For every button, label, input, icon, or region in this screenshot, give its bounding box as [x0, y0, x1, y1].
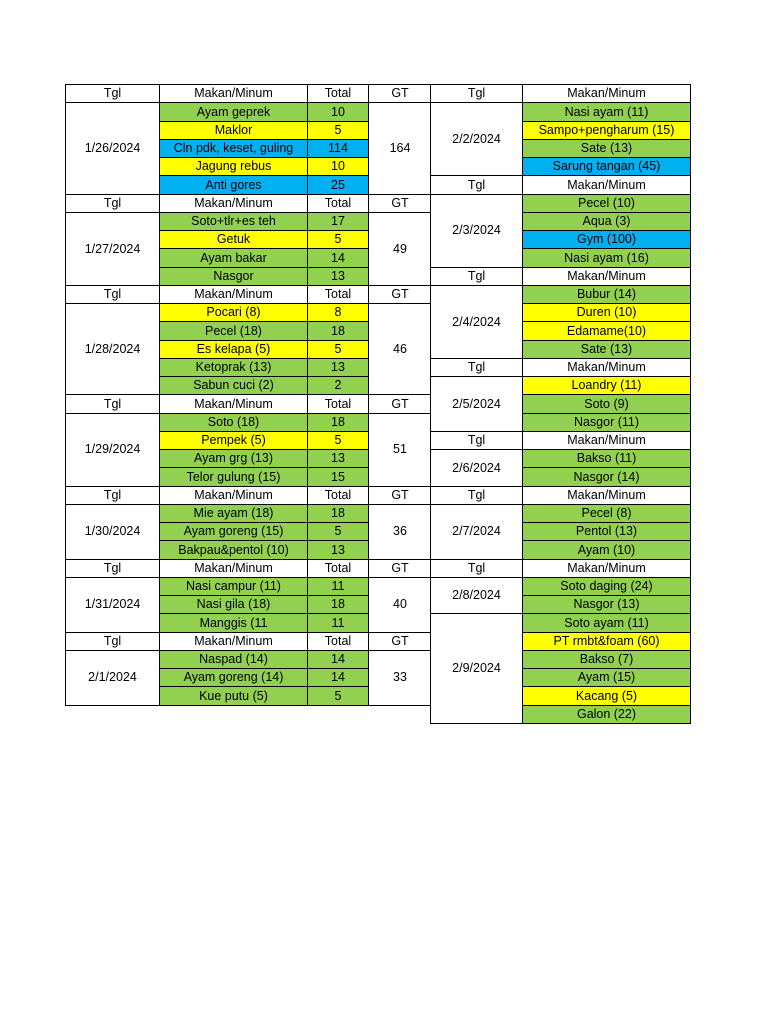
total-cell[interactable]: 14	[307, 668, 369, 687]
total-cell[interactable]: 25	[307, 175, 369, 194]
item-cell[interactable]: Soto (9)	[522, 394, 691, 413]
header-tgl[interactable]: Tgl	[430, 358, 523, 377]
header-gt[interactable]: GT	[368, 84, 432, 103]
header-makan-minum[interactable]: Makan/Minum	[159, 285, 308, 304]
gt-cell[interactable]: 40	[368, 577, 432, 633]
item-cell[interactable]: Ayam (10)	[522, 540, 691, 559]
gt-cell[interactable]: 36	[368, 504, 432, 560]
header-makan-minum[interactable]: Makan/Minum	[159, 394, 308, 413]
header-makan-minum[interactable]: Makan/Minum	[522, 486, 691, 505]
total-cell[interactable]: 15	[307, 467, 369, 486]
item-cell[interactable]: Nasgor	[159, 267, 308, 286]
date-cell[interactable]: 2/5/2024	[430, 376, 523, 432]
item-cell[interactable]: Pocari (8)	[159, 303, 308, 322]
item-cell[interactable]: Loandry (11)	[522, 376, 691, 395]
item-cell[interactable]: Nasgor (13)	[522, 595, 691, 614]
item-cell[interactable]: Pecel (10)	[522, 194, 691, 213]
item-cell[interactable]: Aqua (3)	[522, 212, 691, 231]
date-cell[interactable]: 2/8/2024	[430, 577, 523, 615]
header-gt[interactable]: GT	[368, 486, 432, 505]
header-tgl[interactable]: Tgl	[65, 394, 160, 413]
date-cell[interactable]: 2/4/2024	[430, 285, 523, 359]
item-cell[interactable]: Sate (13)	[522, 340, 691, 359]
item-cell[interactable]: Soto ayam (11)	[522, 613, 691, 632]
total-cell[interactable]: 11	[307, 613, 369, 632]
item-cell[interactable]: Gym (100)	[522, 230, 691, 249]
item-cell[interactable]: Ayam bakar	[159, 248, 308, 267]
header-tgl[interactable]: Tgl	[65, 285, 160, 304]
total-cell[interactable]: 10	[307, 102, 369, 121]
header-makan-minum[interactable]: Makan/Minum	[159, 632, 308, 651]
header-gt[interactable]: GT	[368, 194, 432, 213]
header-makan-minum[interactable]: Makan/Minum	[159, 486, 308, 505]
total-cell[interactable]: 5	[307, 121, 369, 140]
item-cell[interactable]: Sampo+pengharum (15)	[522, 121, 691, 140]
date-cell[interactable]: 2/2/2024	[430, 102, 523, 176]
header-gt[interactable]: GT	[368, 285, 432, 304]
header-tgl[interactable]: Tgl	[65, 84, 160, 103]
item-cell[interactable]: Edamame(10)	[522, 321, 691, 340]
total-cell[interactable]: 18	[307, 321, 369, 340]
item-cell[interactable]: PT rmbt&foam (60)	[522, 632, 691, 651]
header-gt[interactable]: GT	[368, 559, 432, 578]
total-cell[interactable]: 8	[307, 303, 369, 322]
date-cell[interactable]: 2/9/2024	[430, 613, 523, 724]
header-gt[interactable]: GT	[368, 394, 432, 413]
item-cell[interactable]: Pecel (8)	[522, 504, 691, 523]
item-cell[interactable]: Sarung tangan (45)	[522, 157, 691, 176]
item-cell[interactable]: Nasi ayam (11)	[522, 102, 691, 121]
header-total[interactable]: Total	[307, 194, 369, 213]
date-cell[interactable]: 1/31/2024	[65, 577, 160, 633]
gt-cell[interactable]: 51	[368, 413, 432, 487]
item-cell[interactable]: Bubur (14)	[522, 285, 691, 304]
item-cell[interactable]: Soto (18)	[159, 413, 308, 432]
item-cell[interactable]: Duren (10)	[522, 303, 691, 322]
gt-cell[interactable]: 49	[368, 212, 432, 286]
total-cell[interactable]: 5	[307, 431, 369, 450]
header-makan-minum[interactable]: Makan/Minum	[522, 84, 691, 103]
header-total[interactable]: Total	[307, 285, 369, 304]
item-cell[interactable]: Bakpau&pentol (10)	[159, 540, 308, 559]
header-tgl[interactable]: Tgl	[430, 84, 523, 103]
item-cell[interactable]: Nasgor (14)	[522, 467, 691, 486]
total-cell[interactable]: 10	[307, 157, 369, 176]
item-cell[interactable]: Sate (13)	[522, 139, 691, 158]
header-total[interactable]: Total	[307, 84, 369, 103]
total-cell[interactable]: 114	[307, 139, 369, 158]
item-cell[interactable]: Anti gores	[159, 175, 308, 194]
date-cell[interactable]: 2/6/2024	[430, 449, 523, 487]
item-cell[interactable]: Pentol (13)	[522, 522, 691, 541]
gt-cell[interactable]: 164	[368, 102, 432, 194]
item-cell[interactable]: Nasgor (11)	[522, 413, 691, 432]
gt-cell[interactable]: 46	[368, 303, 432, 395]
date-cell[interactable]: 1/27/2024	[65, 212, 160, 286]
date-cell[interactable]: 1/29/2024	[65, 413, 160, 487]
header-gt[interactable]: GT	[368, 632, 432, 651]
item-cell[interactable]: Bakso (11)	[522, 449, 691, 468]
item-cell[interactable]: Galon (22)	[522, 705, 691, 724]
header-makan-minum[interactable]: Makan/Minum	[522, 559, 691, 578]
date-cell[interactable]: 1/26/2024	[65, 102, 160, 194]
gt-cell[interactable]: 33	[368, 650, 432, 706]
date-cell[interactable]: 2/3/2024	[430, 194, 523, 268]
item-cell[interactable]: Nasi campur (11)	[159, 577, 308, 596]
header-makan-minum[interactable]: Makan/Minum	[159, 559, 308, 578]
item-cell[interactable]: Cln pdk, keset, guling	[159, 139, 308, 158]
item-cell[interactable]: Ketoprak (13)	[159, 358, 308, 377]
total-cell[interactable]: 5	[307, 522, 369, 541]
header-tgl[interactable]: Tgl	[430, 267, 523, 286]
header-tgl[interactable]: Tgl	[65, 486, 160, 505]
item-cell[interactable]: Kue putu (5)	[159, 686, 308, 705]
item-cell[interactable]: Manggis (11	[159, 613, 308, 632]
header-tgl[interactable]: Tgl	[430, 559, 523, 578]
item-cell[interactable]: Nasi gila (18)	[159, 595, 308, 614]
header-tgl[interactable]: Tgl	[430, 486, 523, 505]
header-tgl[interactable]: Tgl	[65, 559, 160, 578]
item-cell[interactable]: Soto daging (24)	[522, 577, 691, 596]
total-cell[interactable]: 14	[307, 650, 369, 669]
total-cell[interactable]: 5	[307, 230, 369, 249]
total-cell[interactable]: 13	[307, 540, 369, 559]
header-total[interactable]: Total	[307, 632, 369, 651]
item-cell[interactable]: Sabun cuci (2)	[159, 376, 308, 395]
item-cell[interactable]: Ayam goreng (14)	[159, 668, 308, 687]
total-cell[interactable]: 2	[307, 376, 369, 395]
header-makan-minum[interactable]: Makan/Minum	[159, 194, 308, 213]
item-cell[interactable]: Ayam (15)	[522, 668, 691, 687]
total-cell[interactable]: 14	[307, 248, 369, 267]
header-tgl[interactable]: Tgl	[430, 175, 523, 194]
item-cell[interactable]: Nasi ayam (16)	[522, 248, 691, 267]
total-cell[interactable]: 18	[307, 595, 369, 614]
total-cell[interactable]: 13	[307, 267, 369, 286]
header-makan-minum[interactable]: Makan/Minum	[522, 358, 691, 377]
item-cell[interactable]: Bakso (7)	[522, 650, 691, 669]
header-makan-minum[interactable]: Makan/Minum	[522, 431, 691, 450]
total-cell[interactable]: 18	[307, 413, 369, 432]
total-cell[interactable]: 17	[307, 212, 369, 231]
item-cell[interactable]: Es kelapa (5)	[159, 340, 308, 359]
header-total[interactable]: Total	[307, 559, 369, 578]
item-cell[interactable]: Ayam grg (13)	[159, 449, 308, 468]
item-cell[interactable]: Soto+tlr+es teh	[159, 212, 308, 231]
item-cell[interactable]: Maklor	[159, 121, 308, 140]
item-cell[interactable]: Getuk	[159, 230, 308, 249]
item-cell[interactable]: Naspad (14)	[159, 650, 308, 669]
header-tgl[interactable]: Tgl	[65, 632, 160, 651]
total-cell[interactable]: 18	[307, 504, 369, 523]
date-cell[interactable]: 1/30/2024	[65, 504, 160, 560]
date-cell[interactable]: 2/1/2024	[65, 650, 160, 706]
header-tgl[interactable]: Tgl	[430, 431, 523, 450]
item-cell[interactable]: Pempek (5)	[159, 431, 308, 450]
item-cell[interactable]: Mie ayam (18)	[159, 504, 308, 523]
header-tgl[interactable]: Tgl	[65, 194, 160, 213]
header-total[interactable]: Total	[307, 486, 369, 505]
item-cell[interactable]: Ayam goreng (15)	[159, 522, 308, 541]
item-cell[interactable]: Kacang (5)	[522, 686, 691, 705]
header-total[interactable]: Total	[307, 394, 369, 413]
header-makan-minum[interactable]: Makan/Minum	[159, 84, 308, 103]
header-makan-minum[interactable]: Makan/Minum	[522, 175, 691, 194]
item-cell[interactable]: Telor gulung (15)	[159, 467, 308, 486]
total-cell[interactable]: 5	[307, 340, 369, 359]
total-cell[interactable]: 13	[307, 358, 369, 377]
total-cell[interactable]: 13	[307, 449, 369, 468]
header-makan-minum[interactable]: Makan/Minum	[522, 267, 691, 286]
date-cell[interactable]: 1/28/2024	[65, 303, 160, 395]
total-cell[interactable]: 11	[307, 577, 369, 596]
item-cell[interactable]: Ayam geprek	[159, 102, 308, 121]
item-cell[interactable]: Jagung rebus	[159, 157, 308, 176]
total-cell[interactable]: 5	[307, 686, 369, 705]
date-cell[interactable]: 2/7/2024	[430, 504, 523, 560]
item-cell[interactable]: Pecel (18)	[159, 321, 308, 340]
